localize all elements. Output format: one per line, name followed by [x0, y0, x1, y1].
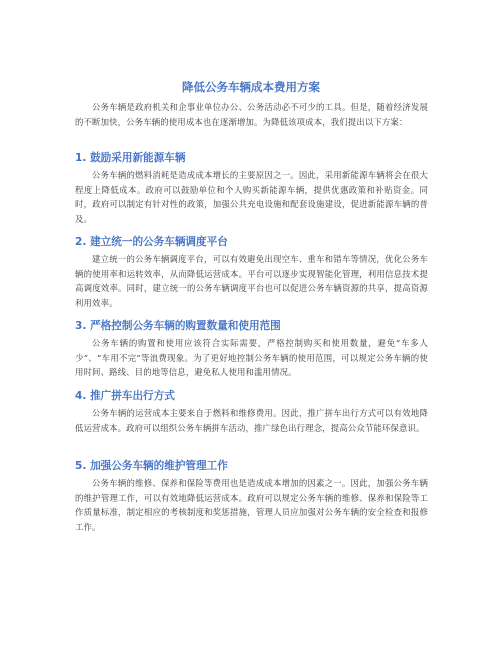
section-4-heading: 4. 推广拼车出行方式	[75, 390, 175, 402]
section-2-body: 建立统一的公务车辆调度平台，可以有效避免出现空车、重车和错车等情况，优化公务车辆的使用率和运转效率，从而降低运营成本。平台可以逐步实现智能化管理，利用信息技术提高调度效率。同时，建立统一的公务车辆调度平台也可以促进公务车辆资源的共享，提高资源利用效率。	[75, 254, 428, 308]
intro-paragraph: 公务车辆是政府机关和企事业单位办公、公务活动必不可少的工具。但是，随着经济发展的不断加快，公务车辆的使用成本也在逐渐增加。为降低该项成本，我们提出以下方案：	[75, 102, 428, 127]
section-1-body: 公务车辆的燃料消耗是造成成本增长的主要原因之一。因此，采用新能源车辆将会在很大程度上降低成本。政府可以鼓励单位和个人购买新能源车辆，提供优惠政策和补贴资金。同时，政府可以制定有针对性的政策，加强公共充电设施和配套设施建设，促进新能源车辆的普及。	[75, 170, 428, 224]
section-4-body: 公务车辆的运营成本主要来自于燃料和维修费用。因此，推广拼车出行方式可以有效地降低运营成本。政府可以组织公务车辆拼车活动，推广绿色出行理念，提高公众节能环保意识。	[75, 408, 428, 433]
section-3-heading: 3. 严格控制公务车辆的购置数量和使用范围	[75, 320, 281, 332]
section-5-body: 公务车辆的维修、保养和保险等费用也是造成成本增加的因素之一。因此，加强公务车辆的维护管理工作，可以有效地降低运营成本。政府可以规定公务车辆的维修、保养和保险等工作质量标准，制定相应的考核制度和奖惩措施，管理人员应加强对公务车辆的安全检查和报修工作。	[75, 478, 428, 532]
section-3-body: 公务车辆的购置和使用应该符合实际需要，严格控制购买和使用数量，避免“车多人少”、“车用不完”等浪费现象。为了更好地控制公务车辆的使用范围，可以规定公务车辆的使用时间、路线、目的地等信息，避免私人使用和滥用情况。	[75, 338, 428, 377]
section-1-heading: 1. 鼓励采用新能源车辆	[75, 152, 186, 164]
section-5-heading: 5. 加强公务车辆的维护管理工作	[75, 460, 228, 472]
document-title: 降低公务车辆成本费用方案	[182, 80, 320, 94]
section-2-heading: 2. 建立统一的公务车辆调度平台	[75, 236, 228, 248]
